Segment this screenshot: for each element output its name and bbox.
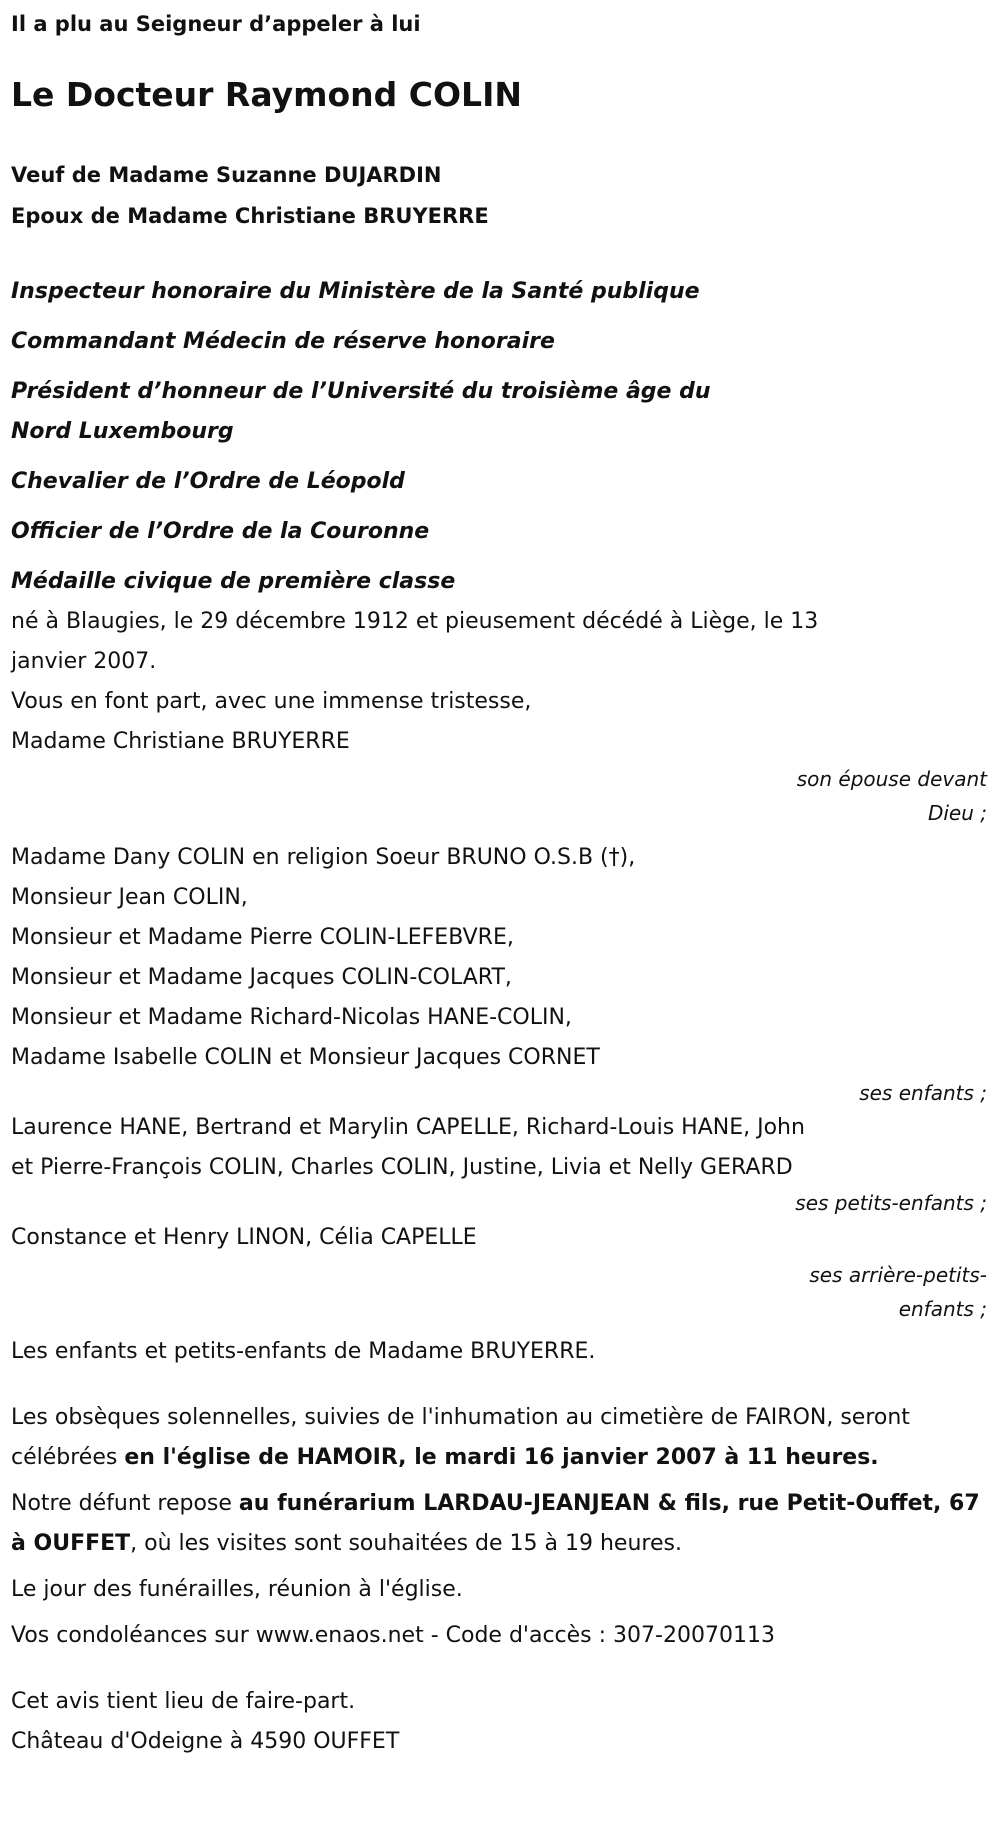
child-item: Monsieur et Madame Jacques COLIN-COLART, (11, 965, 512, 990)
funeral-paragraph (11, 1398, 991, 1478)
funeral-day-line: Le jour des funérailles, réunion à l'église. (11, 1577, 463, 1602)
birth-death-line: né à Blaugies, le 29 décembre 1912 et pieusement décédé à Liège, le 13 janvier 2007. (11, 609, 819, 674)
grandchildren-relation: ses petits-enfants ; (795, 1191, 987, 1215)
address-line: Château d'Odeigne à 4590 OUFFET (11, 1729, 400, 1754)
widow-relation: son épouse devant Dieu ; (796, 767, 987, 825)
intro-line: Il a plu au Seigneur d’appeler à lui (11, 12, 421, 36)
widower-of: Veuf de Madame Suzanne DUJARDIN (11, 163, 442, 187)
condolences-line: Vos condoléances sur www.enaos.net - Code d'accès : 307-20070113 (11, 1623, 775, 1648)
closing-line: Cet avis tient lieu de faire-part. (11, 1689, 356, 1714)
title-item: Commandant Médecin de réserve honoraire (11, 329, 555, 354)
rest-prefix: Notre défunt repose (11, 1491, 239, 1516)
child-item: Monsieur Jean COLIN, (11, 885, 248, 910)
child-item: Monsieur et Madame Pierre COLIN-LEFEBVRE, (11, 925, 514, 950)
honorary-titles (11, 272, 989, 602)
great-grandchildren-relation: ses arrière-petits-enfants ; (809, 1263, 987, 1321)
rest-paragraph (11, 1484, 991, 1564)
grandchildren-list: Laurence HANE, Bertrand et Marylin CAPELLE, Richard-Louis HANE, John et Pierre-François COLIN, Charles COLIN, Justine, Livia et Nelly GERARD (11, 1115, 805, 1180)
great-grandchildren-list: Constance et Henry LINON, Célia CAPELLE (11, 1225, 477, 1250)
funeral-place-time: en l'église de HAMOIR, le mardi 16 janvier 2007 à 11 heures. (124, 1445, 879, 1470)
husband-of: Epoux de Madame Christiane BRUYERRE (11, 204, 489, 228)
announcement-line: Vous en font part, avec une immense tristesse, (11, 689, 532, 714)
title-item: Président d’honneur de l’Université du troisième âge du Nord Luxembourg (11, 379, 711, 444)
children-relation: ses enfants ; (859, 1081, 987, 1105)
funeral-intro: Les obsèques solennelles, suivies de l'inhumation au cimetière de FAIRON, seront célébrées (11, 1405, 910, 1470)
deceased-name: Le Docteur Raymond COLIN (11, 75, 522, 114)
title-item: Officier de l’Ordre de la Couronne (11, 519, 430, 544)
spouse-block (11, 155, 989, 237)
rest-suffix: , où les visites sont souhaitées de 15 à 19 heures. (130, 1531, 682, 1556)
title-item: Médaille civique de première classe (11, 569, 456, 594)
child-item: Monsieur et Madame Richard-Nicolas HANE-COLIN, (11, 1005, 572, 1030)
stepfamily-line: Les enfants et petits-enfants de Madame BRUYERRE. (11, 1339, 596, 1364)
title-item: Inspecteur honoraire du Ministère de la Santé publique (11, 279, 700, 304)
title-item: Chevalier de l’Ordre de Léopold (11, 469, 405, 494)
widow-name: Madame Christiane BRUYERRE (11, 729, 350, 754)
rest-place: au funérarium LARDAU-JEANJEAN & fils, rue Petit-Ouffet, 67 à OUFFET (11, 1491, 980, 1556)
child-item: Madame Isabelle COLIN et Monsieur Jacques CORNET (11, 1045, 600, 1070)
children-list (11, 838, 989, 1078)
child-item: Madame Dany COLIN en religion Soeur BRUNO O.S.B (†), (11, 845, 636, 870)
